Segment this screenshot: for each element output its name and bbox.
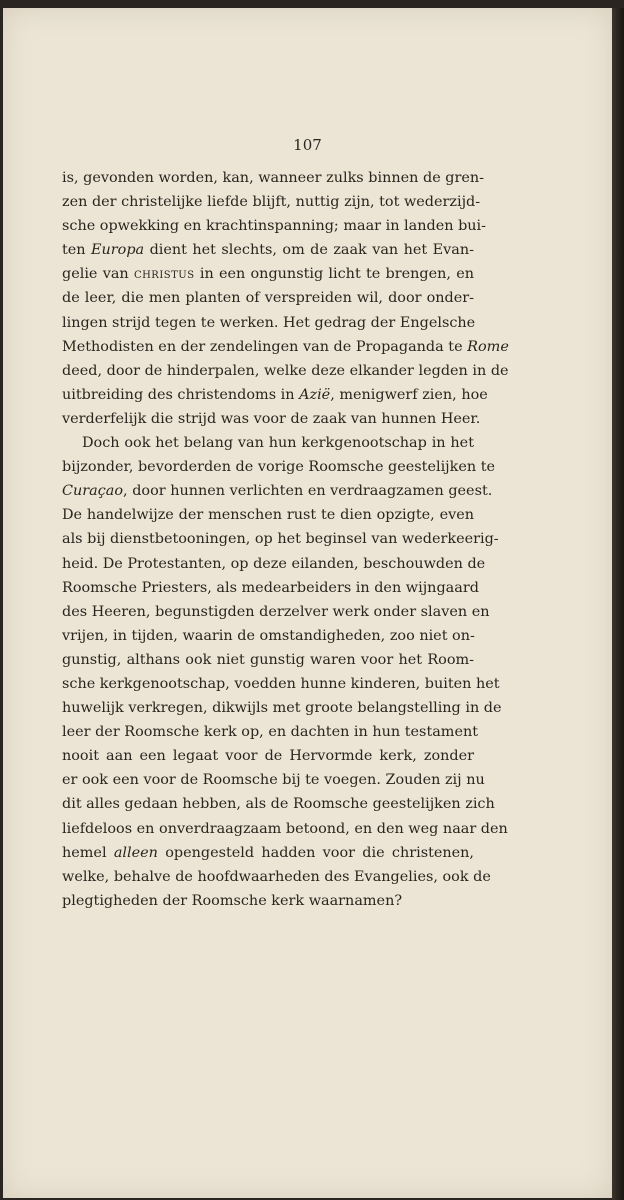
text-run: alleen [113, 844, 158, 861]
text-run: lingen strijd tegen te werken. Het gedrag der Engelsche [62, 314, 476, 331]
text-run: Roomsche Priesters, als medearbeiders in den wijngaard [62, 579, 479, 596]
text-run: dient het slechts, om de zaak van het Evan- [144, 242, 474, 259]
text-line [62, 190, 481, 214]
text-run: welke, behalve de hoofdwaarheden des Evangelies, ook de [62, 868, 491, 885]
text-line [62, 648, 474, 672]
text-run: des Heeren, begunstigden derzelver werk onder slaven en [62, 603, 490, 620]
text-run: Doch ook het belang van hun kerkgenootschap in het [82, 435, 474, 452]
text-line [62, 744, 474, 768]
text-run: huwelijk verkregen, dikwijls met groote belangstelling in de [62, 700, 502, 717]
text-line [62, 720, 479, 744]
text-line [62, 214, 487, 238]
text-run: Curaçao [62, 483, 124, 500]
text-run: sche kerkgenootschap, voedden hunne kinderen, buiten het [62, 675, 500, 692]
text-line [62, 527, 499, 551]
text-line [62, 262, 474, 286]
body-text [62, 166, 509, 913]
text-run: leer der Roomsche kerk op, en dachten in hun testament [62, 724, 479, 741]
text-line [62, 865, 491, 889]
text-run: sche opwekking en krachtinspanning; maar in landen bui- [62, 218, 487, 235]
text-line [62, 383, 488, 407]
text-run: de leer, die men planten of verspreiden wil, door onder- [62, 290, 474, 307]
text-run: hemel [62, 844, 114, 861]
text-run: , door hunnen verlichten en verdraagzamen geest. [123, 483, 493, 500]
text-line [62, 166, 485, 190]
text-run: liefdeloos en onverdraagzaam betoond, en den weg naar den [62, 820, 508, 837]
text-run: bijzonder, bevorderden de vorige Roomsche geestelijken te [62, 459, 496, 476]
text-line [62, 552, 486, 576]
page-edge [612, 8, 624, 1200]
text-run: zen der christelijke liefde blijft, nuttig zijn, tot wederzijd- [62, 194, 481, 211]
text-line [62, 889, 474, 913]
text-line [62, 238, 474, 262]
text-run: deed, door de hinderpalen, welke deze elkander legden in de [62, 362, 509, 379]
text-run: Rome [467, 338, 509, 355]
text-line [62, 817, 508, 841]
text-line [62, 503, 474, 527]
page-number: 107 [293, 136, 322, 154]
text-line [62, 359, 509, 383]
text-line [62, 407, 481, 431]
text-run: vrijen, in tijden, waarin de omstandigheden, zoo niet on- [62, 627, 475, 644]
text-run: Europa [91, 242, 145, 259]
text-line [62, 768, 485, 792]
book-page [3, 8, 612, 1198]
text-run: als bij dienstbetooningen, op het beginsel van wederkeerig- [62, 531, 499, 548]
text-run: uitbreiding des christendoms in [62, 386, 300, 403]
text-run: Methodisten en der zendelingen van de Propaganda te [62, 338, 468, 355]
text-line [62, 696, 502, 720]
text-line [62, 335, 509, 359]
text-line [62, 286, 474, 310]
text-run: christus [133, 266, 195, 283]
text-line [62, 792, 495, 816]
text-run: nooit aan een legaat voor de Hervormde kerk, zonder [62, 748, 474, 765]
text-run: heid. De Protestanten, op deze eilanden, beschouwden de [62, 555, 486, 572]
text-run: plegtigheden der Roomsche kerk waarnamen? [62, 892, 403, 909]
text-run: ten [62, 242, 92, 259]
text-line [62, 479, 493, 503]
text-line [62, 455, 496, 479]
text-run: verderfelijk die strijd was voor de zaak van hunnen Heer. [62, 410, 481, 427]
text-run: er ook een voor de Roomsche bij te voegen. Zouden zij nu [62, 772, 485, 789]
text-run: De handelwijze der menschen rust te dien opzigte, even [62, 507, 474, 524]
text-line [62, 311, 474, 335]
text-run: Azië [299, 386, 331, 403]
text-run: is, gevonden worden, kan, wanneer zulks binnen de gren- [62, 170, 485, 186]
text-line [62, 576, 479, 600]
text-run: in een ongunstig licht te brengen, en [194, 266, 475, 283]
text-run: opengesteld hadden voor die christenen, [157, 844, 475, 861]
text-line [62, 624, 474, 648]
text-run: , menigwerf zien, hoe [330, 386, 488, 403]
text-line [62, 841, 474, 865]
text-run: gunstig, althans ook niet gunstig waren voor het Room- [62, 651, 474, 668]
text-line [62, 672, 500, 696]
text-run: dit alles gedaan hebben, als de Roomsche geestelijken zich [62, 796, 495, 813]
text-line [62, 600, 490, 624]
text-line [62, 431, 474, 455]
text-run: gelie van [62, 266, 134, 283]
